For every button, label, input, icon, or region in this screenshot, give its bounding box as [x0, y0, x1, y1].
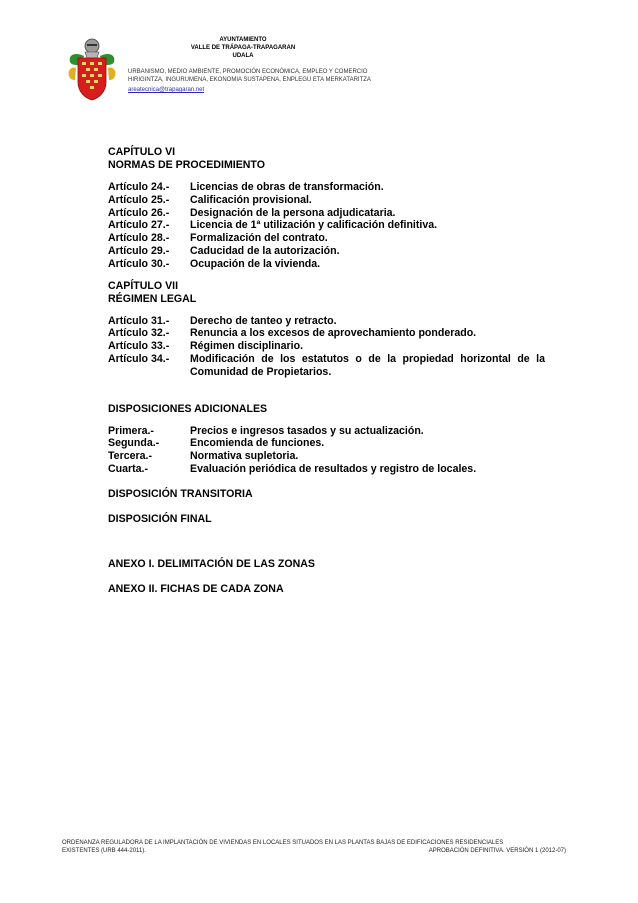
list-item: Artículo 31.- Derecho de tanteo y retracto. — [108, 314, 337, 327]
list-item: Artículo 26.- Designación de la persona adjudicataria. — [108, 206, 396, 219]
article-34-line-1: Modificación de los estatutos o de la propiedad horizontal de la — [190, 352, 545, 365]
coat-of-arms-icon — [66, 36, 118, 102]
footer-version: APROBACIÓN DEFINITIVA. VERSIÓN 1 (2012-07) — [428, 848, 566, 854]
list-item: Cuarta.- Evaluación periódica de resultados y registro de locales. — [108, 462, 477, 475]
chapter-6-subtitle: NORMAS DE PROCEDIMIENTO — [108, 159, 265, 171]
list-item: Segunda.- Encomienda de funciones. — [108, 437, 325, 450]
article-34-line-2: Comunidad de Propietarios. — [190, 365, 332, 378]
final-provision-title: DISPOSICIÓN FINAL — [108, 512, 212, 525]
department-info — [128, 69, 371, 95]
org-line-1: AYUNTAMIENTO — [219, 37, 267, 43]
list-item: Artículo 27.- Licencia de 1ª utilización y calificación definitiva. — [108, 219, 438, 232]
transitory-provision-title: DISPOSICIÓN TRANSITORIA — [108, 487, 253, 500]
org-line-3: UDALA — [232, 53, 254, 59]
org-line-2: VALLE DE TRÁPAGA-TRAPAGARAN — [190, 45, 296, 51]
page-footer — [62, 839, 566, 855]
annex-2-title: ANEXO II. FICHAS DE CADA ZONA — [108, 582, 284, 595]
list-item: Artículo 32.- Renuncia a los excesos de aprovechamiento ponderado. — [108, 327, 477, 340]
list-item: Primera.- Precios e ingresos tasados y su actualización. — [108, 424, 424, 437]
list-item: Artículo 25.- Calificación provisional. — [108, 193, 312, 206]
list-item: Artículo 28.- Formalización del contrato. — [108, 232, 328, 245]
letterhead — [66, 36, 566, 106]
table-of-contents — [108, 146, 545, 596]
list-item: Artículo 29.- Caducidad de la autorización. — [108, 244, 340, 257]
organization-name — [128, 36, 358, 60]
footer-line-1: ORDENANZA REGULADORA DE LA IMPLANTACIÓN DE VIVIENDAS EN LOCALES SITUADOS EN LAS PLANTAS BAJAS DE EDIFICACIONES RESIDENCIALES — [62, 840, 504, 846]
annex-1-title: ANEXO I. DELIMITACIÓN DE LAS ZONAS — [108, 557, 315, 570]
footer-document-code: EXISTENTES (URB 444-2011). — [62, 848, 146, 854]
list-item: Artículo 34.- Modificación de los estatutos o de la propiedad horizontal de la Comunidad de Propietarios. — [108, 352, 545, 378]
email-link[interactable]: areatecnica@trapagaran.net — [128, 87, 205, 93]
chapter-7-title: CAPÍTULO VII — [108, 279, 179, 292]
chapter-7-subtitle: RÉGIMEN LEGAL — [108, 292, 197, 305]
list-item: Tercera.- Normativa supletoria. — [108, 450, 299, 463]
list-item: Artículo 30.- Ocupación de la vivienda. — [108, 257, 321, 270]
department-line-2: HIRIGINTZA, INGURUMENA, EKONOMIA SUSTAPENA, ENPLEGU ETA MERKATARITZA — [128, 76, 371, 83]
list-item: Artículo 33.- Régimen disciplinario. — [108, 340, 304, 353]
additional-provisions-title: DISPOSICIONES ADICIONALES — [108, 402, 268, 415]
department-line-1: URBANISMO, MEDIO AMBIENTE, PROMOCIÓN ECONÓMICA, EMPLEO Y COMERCIO — [128, 69, 368, 75]
list-item: Artículo 24.- Licencias de obras de transformación. — [108, 181, 384, 193]
chapter-6-title: CAPÍTULO VI — [108, 146, 176, 158]
